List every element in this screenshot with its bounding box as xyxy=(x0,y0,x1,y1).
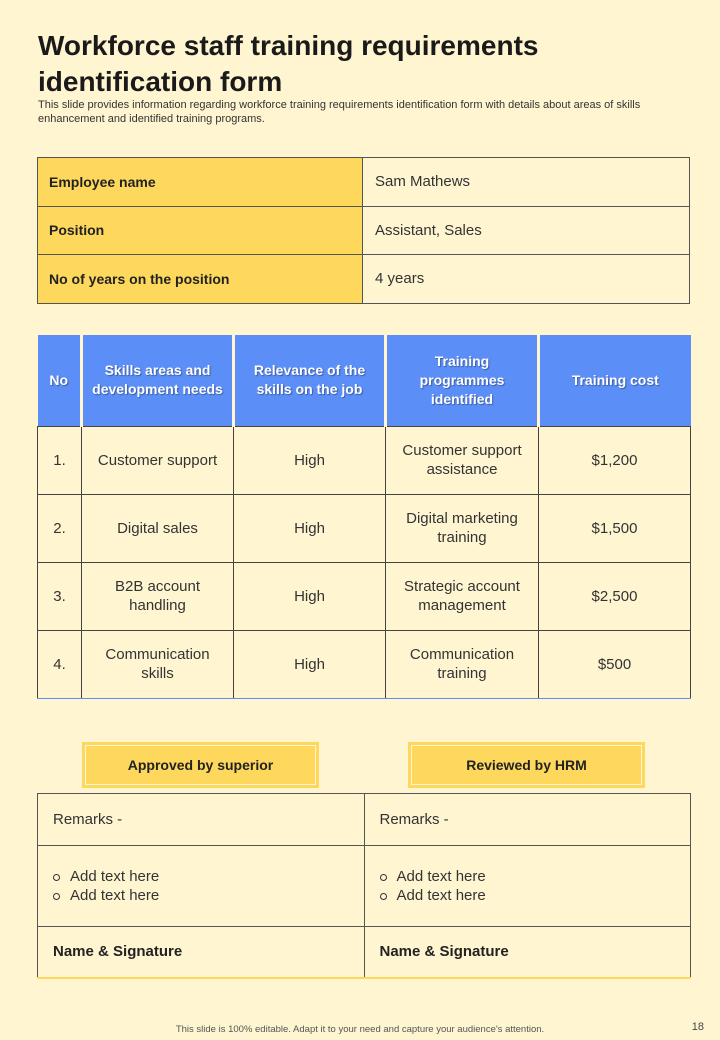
skill-cell[interactable]: B2B account handling xyxy=(82,562,234,630)
employee-name-value[interactable]: Sam Mathews xyxy=(363,158,690,207)
row-number: 4. xyxy=(38,630,82,698)
table-row xyxy=(38,494,691,562)
list-item xyxy=(380,867,691,886)
remarks-left[interactable]: Remarks - xyxy=(38,794,365,846)
employee-name-label: Employee name xyxy=(38,158,363,207)
position-value[interactable]: Assistant, Sales xyxy=(363,206,690,255)
cost-cell[interactable]: $2,500 xyxy=(539,562,691,630)
skills-table xyxy=(37,335,691,699)
cost-cell[interactable]: $500 xyxy=(539,630,691,698)
circle-bullet-icon xyxy=(53,874,60,881)
bullet-text: Add text here xyxy=(396,887,486,904)
remarks-table xyxy=(37,793,691,979)
signature-row xyxy=(38,927,691,978)
bullet-text: Add text here xyxy=(70,887,160,904)
relevance-cell[interactable]: High xyxy=(234,426,386,494)
col-header-cost: Training cost xyxy=(539,335,691,426)
cost-cell[interactable]: $1,200 xyxy=(539,426,691,494)
reviewed-by-hrm-badge xyxy=(408,742,645,788)
years-label: No of years on the position xyxy=(38,255,363,304)
remarks-row xyxy=(38,794,691,846)
employee-info-table xyxy=(37,157,690,304)
signature-right[interactable]: Name & Signature xyxy=(364,927,691,978)
signature-left[interactable]: Name & Signature xyxy=(38,927,365,978)
list-item xyxy=(380,886,691,905)
bullet-text: Add text here xyxy=(70,868,160,885)
col-header-skills: Skills areas and development needs xyxy=(82,335,234,426)
footer-note: This slide is 100% editable. Adapt it to your need and capture your audience's attention. xyxy=(175,1024,545,1035)
relevance-cell[interactable]: High xyxy=(234,630,386,698)
programme-cell[interactable]: Digital marketing training xyxy=(386,494,539,562)
circle-bullet-icon xyxy=(380,874,387,881)
page-number: 18 xyxy=(691,1021,704,1033)
row-number: 1. xyxy=(38,426,82,494)
row-number: 3. xyxy=(38,562,82,630)
employee-info-row xyxy=(38,206,690,255)
reviewed-by-hrm-label: Reviewed by HRM xyxy=(411,745,642,785)
employee-info-row xyxy=(38,158,690,207)
skill-cell[interactable]: Digital sales xyxy=(82,494,234,562)
bullet-text: Add text here xyxy=(396,868,486,885)
circle-bullet-icon xyxy=(380,893,387,900)
bullets-left[interactable] xyxy=(38,846,365,927)
list-item xyxy=(53,886,364,905)
bullets-right[interactable] xyxy=(364,846,691,927)
cost-cell[interactable]: $1,500 xyxy=(539,494,691,562)
programme-cell[interactable]: Customer support assistance xyxy=(386,426,539,494)
table-row xyxy=(38,426,691,494)
relevance-cell[interactable]: High xyxy=(234,494,386,562)
row-number: 2. xyxy=(38,494,82,562)
relevance-cell[interactable]: High xyxy=(234,562,386,630)
approved-by-superior-label: Approved by superior xyxy=(85,745,316,785)
col-header-programmes: Training programmes identified xyxy=(386,335,539,426)
programme-cell[interactable]: Communication training xyxy=(386,630,539,698)
table-row xyxy=(38,630,691,698)
table-row xyxy=(38,562,691,630)
page-subtitle: This slide provides information regarding workforce training requirements identification form with details about areas of skills enhancement and identified training programs. xyxy=(38,99,641,125)
col-header-no: No xyxy=(38,335,82,426)
circle-bullet-icon xyxy=(53,893,60,900)
position-label: Position xyxy=(38,206,363,255)
col-header-relevance: Relevance of the skills on the job xyxy=(234,335,386,426)
approved-by-superior-badge xyxy=(82,742,319,788)
programme-cell[interactable]: Strategic account management xyxy=(386,562,539,630)
skills-header-row xyxy=(38,335,691,426)
skill-cell[interactable]: Customer support xyxy=(82,426,234,494)
employee-info-row xyxy=(38,255,690,304)
bullets-row xyxy=(38,846,691,927)
skill-cell[interactable]: Communication skills xyxy=(82,630,234,698)
list-item xyxy=(53,867,364,886)
remarks-right[interactable]: Remarks - xyxy=(364,794,691,846)
years-value[interactable]: 4 years xyxy=(363,255,690,304)
page-title: Workforce staff training requirements identification form xyxy=(38,30,539,97)
